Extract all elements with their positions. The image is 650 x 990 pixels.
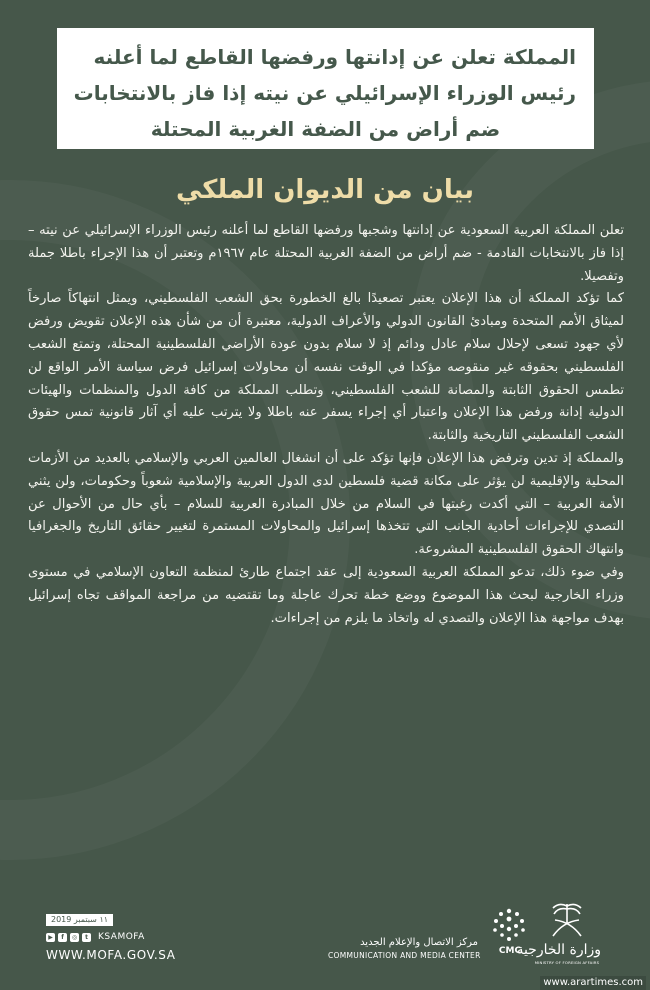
headline-box [57,28,594,149]
website-link[interactable]: WWW.MOFA.GOV.SA [46,948,176,962]
youtube-icon[interactable]: ▶ [46,933,55,942]
cmc-name-english: COMMUNICATION AND MEDIA CENTER [328,951,481,960]
ministry-name-arabic: وزارة الخارجية [516,942,601,958]
ministry-name-english: MINISTRY OF FOREIGN AFFAIRS [534,960,600,965]
cmc-name-arabic: مركز الاتصال والإعلام الجديد [360,937,478,948]
paragraph-1: تعلن المملكة العربية السعودية عن إدانتها وشجبها ورفضها القاطع لما أعلنه رئيس الوزراء الإسرائيلي عن نيته – إذا فاز بالانتخابات القادمة - ضم أراض من الضفة الغربية المحتلة عام ١٩٦٧م وتعتبر أن هذا الإجراء باطلا جملة وتفصيلا. [28,223,624,284]
social-links [46,932,145,942]
paragraph-4: وفي ضوء ذلك، تدعو المملكة العربية السعودية إلى عقد اجتماع طارئ لمنظمة التعاون الإسلامي في مستوى وزراء الخارجية لبحث هذا الموضوع ووضع خطة تحرك عاجلة وما تقتضيه من مراجعة المواقف تجاه إسرائيل بهدف مواجهة هذا الإعلان والتصدي له واتخاذ ما يلزم من إجراءات. [28,564,624,626]
facebook-icon[interactable]: f [58,933,67,942]
cmc-title [328,936,481,962]
twitter-icon[interactable]: t [82,933,91,942]
headline-line-1: المملكة تعلن عن إدانتها ورفضها القاطع لما أعلنه [93,45,576,69]
statement-subtitle: بيان من الديوان الملكي [176,175,474,205]
instagram-icon[interactable]: ◎ [71,933,78,941]
palm-swords-emblem-icon [545,898,589,942]
social-handle[interactable]: KSAMOFA [98,932,145,942]
watermark: www.arartimes.com [540,976,646,990]
date-badge: ١١ سبتمبر 2019 [46,914,113,926]
paragraph-3: والمملكة إذ تدين وترفض هذا الإعلان فإنها تؤكد على أن انشغال العالمين العربي والإسلامي بالعديد من الأزمات المحلية والإقليمية لن يؤثر على مكانة قضية فلسطين لدى الدول العربية والإسلامية شعوباً وحكومات، ولن يثني الأمة العربية – التي أكدت رغبتها في السلام من خلال المبادرة العربية للسلام – بأي حال من الأحوال عن التصدي للإجراءات أحادية الجانب التي تتخذها إسرائيل والمحاولات المستمرة لتغيير حقائق التاريخ والجغرافيا وانتهاك الحقوق الفلسطينية المشروعة. [28,450,624,558]
headline-line-2: رئيس الوزراء الإسرائيلي عن نيته إذا فاز بالانتخابات [73,81,576,105]
headline-line-3: ضم أراض من الضفة الغربية المحتلة [150,117,501,141]
cmc-abbreviation: CMC [498,946,522,956]
paragraph-2: كما تؤكد المملكة أن هذا الإعلان يعتبر تصعيدًا بالغ الخطورة بحق الشعب الفلسطيني، ويمثل انتهاكاً صارخاً لميثاق الأمم المتحدة ومبادئ القانون الدولي والأعراف الدولية، معتبرة أن من شأن هذه الإعلان تقويض ورفض لأي جهود تسعى لإحلال سلام عادل ودائم إذ لا سلام بدون عودة الأراضي الفلسطينية المحتلة، وتمتع الشعب الفلسطيني بحقوقه غير منقوصه مؤكدا في الوقت نفسه أن محاولات إسرائيل فرض سياسة الأمر الواقع لن تطمس الحقوق الثابتة والمصانة للشعب الفلسطيني، وتطلب المملكة من كافة الدول والمنظمات والهيئات الدولية إدانة ورفض هذا الإعلان واعتبار أي إجراء يسفر عنه باطلا ولا يترتب عليه أي آثار قانونية تمس حقوق الشعب الفلسطيني التاريخية والثابتة. [28,291,624,444]
statement-body [28,220,624,630]
